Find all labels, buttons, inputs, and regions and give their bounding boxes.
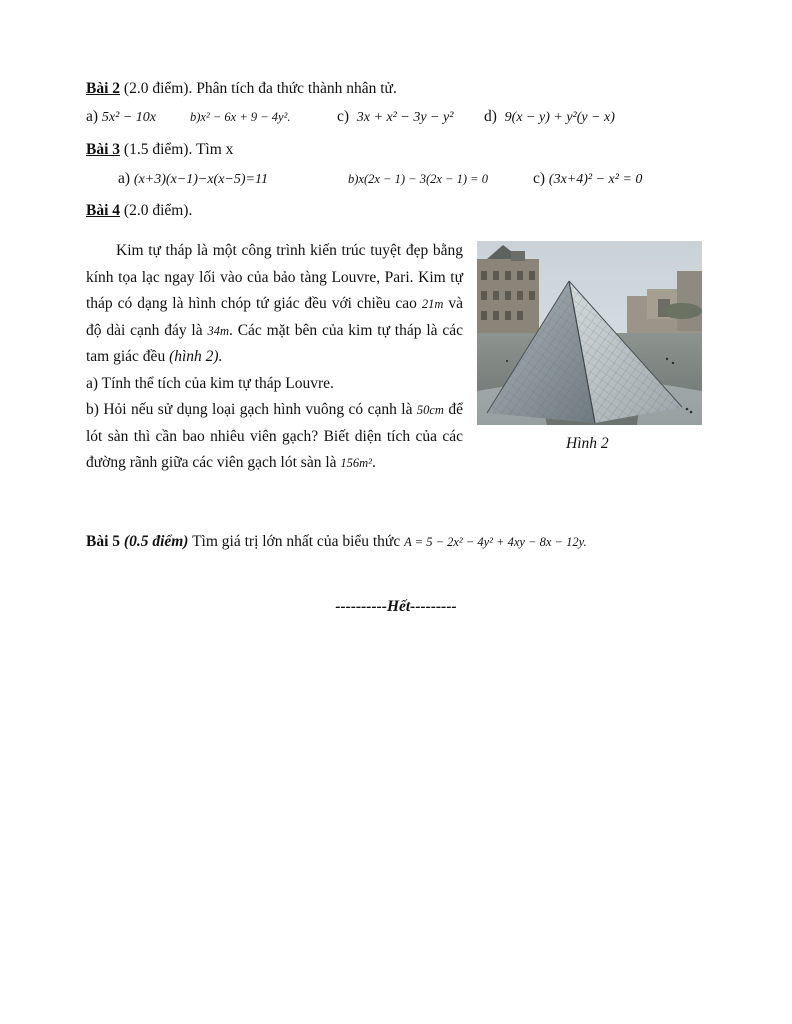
bai3-a [118, 170, 268, 188]
bai2-a-expr: 5x² − 10x [101, 110, 156, 125]
bai5-title: Bài 5 [86, 533, 121, 550]
pyramid-height: 21m [421, 297, 444, 311]
bai3-a-expr: (x+3)(x−1)−x(x−5)=11 [133, 172, 268, 187]
pyramid-base: 34m [207, 323, 229, 338]
bai2-c [337, 108, 453, 126]
tile-size: 50cm [416, 403, 444, 417]
bai4-para-start: Kim tự tháp là một công trình kiến trúc tuyệt đẹp bằng kính tọa lạc ngay lối vào của bảo tàng Louvre, Pari. Kim tự tháp có dạng là hình chóp tứ giác đều với chiều cao [86, 242, 463, 312]
bai2-c-expr: 3x + x² − 3y − y² [356, 110, 454, 125]
bai5 [86, 533, 587, 551]
bai2-heading [86, 80, 397, 98]
bai2-c-label: c) [337, 108, 350, 125]
bai3-c-label: c) [533, 170, 549, 187]
bai2-b-expr: b)x² − 6x + 9 − 4y². [190, 110, 291, 124]
bai5-text: Tìm giá trị lớn nhất của biểu thức [188, 533, 405, 550]
bai2-a [86, 108, 156, 126]
bai4-points: (2.0 điểm). [120, 202, 193, 219]
bai2-d [484, 108, 615, 126]
bai3-points: (1.5 điểm). Tìm x [120, 141, 234, 158]
bai4-item-b-start: b) Hỏi nếu sử dụng loại gạch hình vuông có cạnh là [86, 401, 417, 418]
bai2-d-expr: 9(x − y) + y²(y − x) [504, 110, 615, 125]
bai4-item-a: a) Tính thể tích của kim tự tháp Louvre. [86, 374, 334, 392]
bai3-title: Bài 3 [86, 141, 121, 158]
bai4-item-b-end: . [371, 454, 376, 471]
bai2-title: Bài 2 [86, 80, 121, 97]
bai5-expr: A = 5 − 2x² − 4y² + 4xy − 8x − 12y. [404, 535, 587, 549]
bai4-item-b-mid: để lót sàn thì cần bao nhiêu viên gạch? Biết diện tích của các đường rãnh giữa các viên gạch lót sàn là [86, 401, 463, 471]
bai2-d-label: d) [484, 108, 497, 125]
louvre-pyramid-photo [477, 241, 702, 425]
bai3-c [533, 170, 642, 188]
bai4-para-end: . Các mặt bên của kim tự tháp là các tam giác đều [86, 321, 463, 365]
bai3-heading [86, 141, 233, 159]
bai3-a-label: a) [118, 170, 134, 187]
figure-caption: Hình 2 [566, 435, 609, 452]
end-marker: ----------Hết--------- [335, 598, 457, 615]
bai5-points: (0.5 điểm) [120, 533, 189, 550]
bai2-points: (2.0 điểm). Phân tích đa thức thành nhân tử. [120, 80, 397, 97]
figure-reference: (hình 2). [169, 348, 223, 365]
bai4-para-mid: và độ dài cạnh đáy là [86, 295, 463, 339]
bai3-c-expr: (3x+4)² − x² = 0 [548, 172, 643, 187]
bai4-paragraph [86, 238, 463, 371]
bai2-a-label: a) [86, 108, 102, 125]
bai3-b-expr: b)x(2x − 1) − 3(2x − 1) = 0 [348, 172, 488, 186]
bai4-heading [86, 202, 192, 220]
bai4-item-b [86, 397, 463, 477]
bai4-text [86, 238, 463, 477]
groove-area: 156m² [340, 456, 372, 470]
bai4-title: Bài 4 [86, 202, 121, 219]
